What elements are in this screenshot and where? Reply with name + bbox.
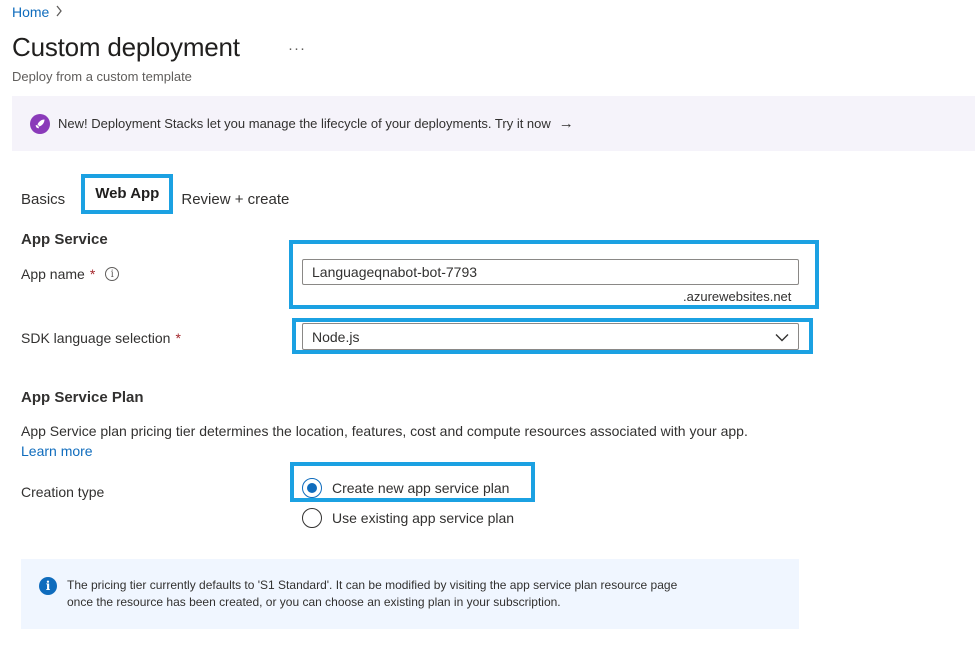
more-options-icon[interactable]: ··· — [288, 40, 306, 57]
notice-text — [67, 577, 677, 611]
app-name-label — [21, 266, 119, 282]
arrow-right-icon: → — [558, 115, 574, 132]
required-marker: * — [175, 330, 181, 346]
tab-basics[interactable]: Basics — [21, 190, 66, 208]
breadcrumb-home-link[interactable]: Home — [12, 4, 50, 20]
required-marker: * — [89, 266, 96, 282]
notice-line-1: The pricing tier currently defaults to 'S1 Standard'. It can be modified by visiting the app service plan resource page — [67, 578, 678, 592]
tab-web-app[interactable]: Web App — [81, 174, 173, 214]
app-service-heading: App Service — [21, 231, 108, 248]
page-subtitle: Deploy from a custom template — [12, 69, 192, 84]
banner-text: New! Deployment Stacks let you manage the lifecycle of your deployments. Try it now — [58, 116, 551, 131]
info-circle-icon: i — [39, 577, 57, 595]
sdk-language-value: Node.js — [312, 328, 360, 345]
app-name-suffix: .azurewebsites.net — [683, 289, 792, 304]
info-icon[interactable]: i — [105, 267, 119, 281]
creation-type-label: Creation type — [21, 484, 105, 500]
radio-button-unselected[interactable] — [302, 508, 322, 528]
radio-button-selected[interactable] — [302, 478, 322, 498]
plan-description: App Service plan pricing tier determines the location, features, cost and compute resources associated with your app. — [21, 423, 748, 439]
deployment-stacks-banner[interactable] — [12, 96, 975, 151]
app-service-plan-heading: App Service Plan — [21, 389, 144, 406]
rocket-icon — [30, 114, 50, 134]
radio-create-new-label: Create new app service plan — [332, 480, 510, 496]
app-name-label-text: App name — [21, 266, 85, 282]
radio-use-existing-plan[interactable] — [302, 508, 514, 528]
page-title: Custom deployment — [12, 32, 240, 62]
radio-use-existing-label: Use existing app service plan — [332, 510, 515, 526]
chevron-right-icon — [55, 4, 63, 20]
chevron-down-icon — [775, 329, 789, 345]
sdk-language-label — [21, 330, 181, 346]
tab-review-create[interactable]: Review + create — [181, 190, 290, 208]
sdk-language-label-text: SDK language selection — [21, 330, 171, 346]
breadcrumb — [12, 4, 63, 20]
wizard-tabs — [21, 184, 289, 214]
app-name-input[interactable]: Languageqnabot-bot-7793 — [302, 259, 799, 285]
radio-create-new-plan[interactable] — [302, 478, 509, 498]
pricing-tier-notice — [21, 559, 799, 629]
notice-line-2: once the resource has been created, or you can choose an existing plan in your subscription. — [67, 595, 561, 609]
learn-more-link[interactable]: Learn more — [21, 443, 93, 459]
sdk-language-dropdown[interactable] — [302, 323, 799, 350]
